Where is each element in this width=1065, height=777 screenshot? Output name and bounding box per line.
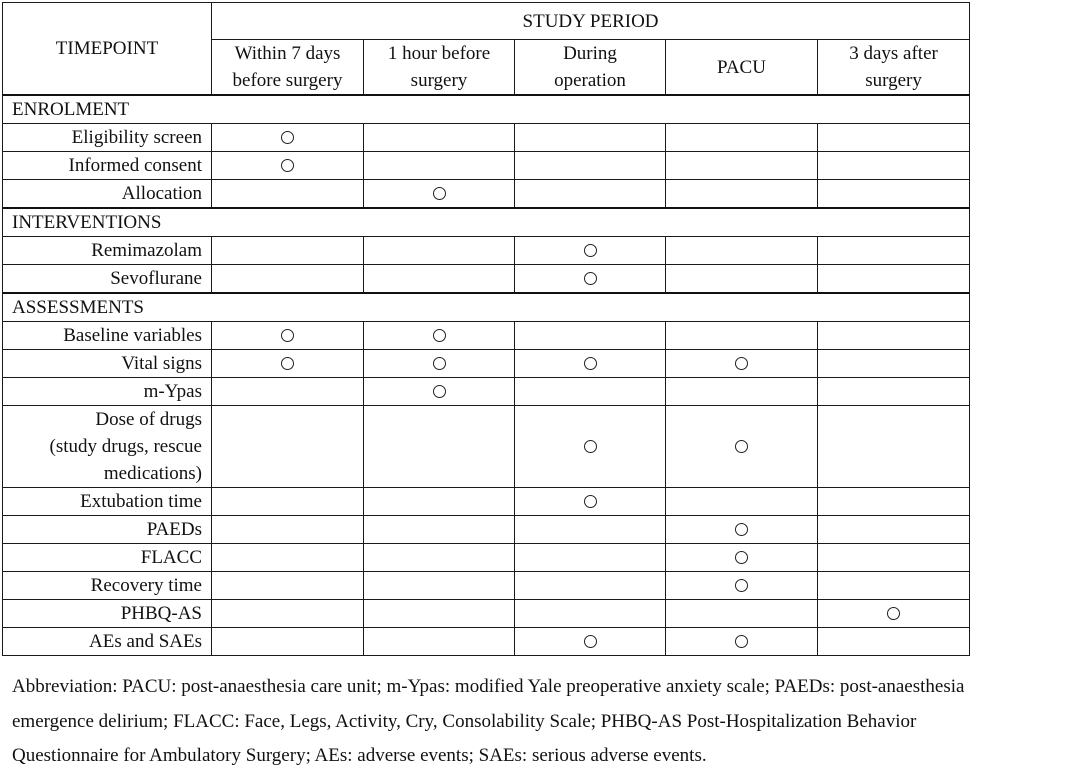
column-header <box>364 40 515 96</box>
schedule-cell <box>666 237 818 265</box>
row-label-text: Extubation time <box>80 491 202 512</box>
row-label-text: medications) <box>103 463 202 484</box>
circle-mark-icon <box>584 440 597 453</box>
table-row <box>3 152 970 180</box>
schedule-cell <box>818 350 970 378</box>
section-row <box>3 208 970 237</box>
schedule-cell <box>515 265 666 294</box>
column-header-text: Within 7 days <box>234 43 341 64</box>
section-title: INTERVENTIONS <box>3 208 970 237</box>
schedule-cell <box>818 572 970 600</box>
circle-mark-icon <box>281 329 294 342</box>
schedule-cell <box>364 152 515 180</box>
schedule-cell <box>515 378 666 406</box>
spirit-schedule-table <box>2 2 970 656</box>
row-label <box>3 378 212 406</box>
schedule-cell <box>212 544 364 572</box>
row-label-text: Vital signs <box>121 353 202 374</box>
column-header-text: before surgery <box>232 70 343 91</box>
schedule-cell <box>818 516 970 544</box>
schedule-cell <box>515 152 666 180</box>
schedule-cell <box>666 322 818 350</box>
circle-mark-icon <box>584 272 597 285</box>
schedule-cell <box>212 152 364 180</box>
circle-mark-icon <box>433 357 446 370</box>
table-row <box>3 180 970 209</box>
row-label-text: Baseline variables <box>63 325 202 346</box>
schedule-cell <box>515 406 666 488</box>
row-label <box>3 488 212 516</box>
schedule-cell <box>818 237 970 265</box>
schedule-cell <box>666 544 818 572</box>
column-header-text: PACU <box>717 56 766 78</box>
row-label-text: Informed consent <box>68 155 202 176</box>
row-label <box>3 406 212 488</box>
table-row <box>3 322 970 350</box>
schedule-cell <box>818 488 970 516</box>
schedule-cell <box>212 378 364 406</box>
schedule-cell <box>818 124 970 152</box>
schedule-cell <box>666 488 818 516</box>
schedule-cell <box>515 350 666 378</box>
schedule-cell <box>212 600 364 628</box>
schedule-cell <box>818 600 970 628</box>
schedule-cell <box>212 406 364 488</box>
row-label-text: m-Ypas <box>143 381 202 402</box>
column-header-text: surgery <box>410 70 468 91</box>
circle-mark-icon <box>735 635 748 648</box>
schedule-cell <box>364 265 515 294</box>
section-title: ASSESSMENTS <box>3 293 970 322</box>
schedule-cell <box>818 180 970 209</box>
row-label-text: Remimazolam <box>91 240 202 261</box>
row-label-text: PAEDs <box>146 519 202 540</box>
circle-mark-icon <box>433 187 446 200</box>
table-row <box>3 406 970 488</box>
schedule-cell <box>818 406 970 488</box>
footnote-line: Abbreviation: PACU: post-anaesthesia care unit; m-Ypas: modified Yale preoperative anxiety scale; PAEDs: post-anaesthesia <box>12 676 965 697</box>
table-row <box>3 124 970 152</box>
row-label-text: Recovery time <box>90 575 202 596</box>
row-label <box>3 572 212 600</box>
timepoint-header: TIMEPOINT <box>3 3 212 96</box>
circle-mark-icon <box>433 385 446 398</box>
table-row <box>3 628 970 656</box>
schedule-cell <box>212 516 364 544</box>
column-header-text: operation <box>554 70 626 91</box>
schedule-cell <box>818 322 970 350</box>
column-header-text: surgery <box>865 70 922 91</box>
schedule-cell <box>666 516 818 544</box>
row-label <box>3 265 212 294</box>
schedule-cell <box>364 516 515 544</box>
schedule-cell <box>818 628 970 656</box>
footnote-line: emergence delirium; FLACC: Face, Legs, Activity, Cry, Consolability Scale; PHBQ-AS Post-Hospitalization Behavior <box>12 710 917 732</box>
column-header-text: 1 hour before <box>387 43 491 64</box>
circle-mark-icon <box>735 440 748 453</box>
table-row <box>3 600 970 628</box>
schedule-cell <box>515 628 666 656</box>
circle-mark-icon <box>433 329 446 342</box>
section-row <box>3 293 970 322</box>
column-header <box>212 40 364 96</box>
schedule-cell <box>666 265 818 294</box>
schedule-cell <box>666 378 818 406</box>
table-row <box>3 516 970 544</box>
column-header <box>515 40 666 96</box>
row-label <box>3 600 212 628</box>
schedule-cell <box>515 600 666 628</box>
row-label <box>3 544 212 572</box>
circle-mark-icon <box>281 159 294 172</box>
schedule-cell <box>364 180 515 209</box>
schedule-cell <box>364 124 515 152</box>
table-row <box>3 350 970 378</box>
table-row <box>3 488 970 516</box>
column-header-text: 3 days after <box>849 43 938 64</box>
schedule-cell <box>515 572 666 600</box>
row-label-text: (study drugs, rescue <box>49 436 202 457</box>
schedule-cell <box>212 322 364 350</box>
schedule-cell <box>515 237 666 265</box>
footnote-line: Questionnaire for Ambulatory Surgery; AEs: adverse events; SAEs: serious adverse events. <box>12 745 707 766</box>
schedule-cell <box>212 628 364 656</box>
schedule-cell <box>212 124 364 152</box>
schedule-cell <box>212 180 364 209</box>
section-row <box>3 95 970 124</box>
schedule-cell <box>666 628 818 656</box>
schedule-cell <box>666 406 818 488</box>
section-title: ENROLMENT <box>3 95 970 124</box>
schedule-cell <box>515 516 666 544</box>
schedule-cell <box>212 572 364 600</box>
schedule-cell <box>818 152 970 180</box>
schedule-cell <box>515 124 666 152</box>
column-header-text: During <box>563 43 617 64</box>
circle-mark-icon <box>584 244 597 257</box>
schedule-cell <box>515 544 666 572</box>
schedule-cell <box>515 180 666 209</box>
header-row-study-period <box>3 3 970 40</box>
schedule-cell <box>515 322 666 350</box>
circle-mark-icon <box>584 495 597 508</box>
circle-mark-icon <box>584 635 597 648</box>
circle-mark-icon <box>735 357 748 370</box>
schedule-cell <box>212 350 364 378</box>
schedule-cell <box>666 600 818 628</box>
schedule-cell <box>364 350 515 378</box>
schedule-cell <box>364 544 515 572</box>
row-label <box>3 237 212 265</box>
column-header <box>818 40 970 96</box>
schedule-cell <box>666 180 818 209</box>
study-period-header: STUDY PERIOD <box>212 3 970 40</box>
circle-mark-icon <box>735 551 748 564</box>
row-label-text: PHBQ-AS <box>120 603 202 624</box>
schedule-cell <box>818 544 970 572</box>
schedule-cell <box>364 378 515 406</box>
table-row <box>3 572 970 600</box>
schedule-cell <box>364 572 515 600</box>
table-row <box>3 544 970 572</box>
schedule-cell <box>666 572 818 600</box>
row-label <box>3 628 212 656</box>
schedule-cell <box>364 322 515 350</box>
row-label-text: Eligibility screen <box>71 127 202 148</box>
schedule-cell <box>818 265 970 294</box>
circle-mark-icon <box>735 523 748 536</box>
row-label <box>3 180 212 209</box>
schedule-cell <box>364 237 515 265</box>
row-label <box>3 516 212 544</box>
column-header <box>666 40 818 96</box>
row-label <box>3 350 212 378</box>
circle-mark-icon <box>281 131 294 144</box>
table-row <box>3 237 970 265</box>
row-label <box>3 152 212 180</box>
row-label-text: AEs and SAEs <box>89 631 202 652</box>
schedule-cell <box>666 124 818 152</box>
circle-mark-icon <box>584 357 597 370</box>
schedule-cell <box>212 237 364 265</box>
schedule-cell <box>515 488 666 516</box>
schedule-cell <box>364 600 515 628</box>
row-label-text: Allocation <box>121 183 202 204</box>
table-row <box>3 265 970 294</box>
schedule-cell <box>818 378 970 406</box>
schedule-cell <box>212 488 364 516</box>
schedule-cell <box>212 265 364 294</box>
schedule-cell <box>666 152 818 180</box>
circle-mark-icon <box>281 357 294 370</box>
row-label <box>3 124 212 152</box>
row-label-text: FLACC <box>140 547 202 568</box>
row-label <box>3 322 212 350</box>
row-label-text: Dose of drugs <box>95 409 202 430</box>
schedule-cell <box>364 406 515 488</box>
schedule-cell <box>364 488 515 516</box>
table-row <box>3 378 970 406</box>
schedule-cell <box>364 628 515 656</box>
schedule-cell <box>666 350 818 378</box>
footnote <box>12 670 1064 774</box>
circle-mark-icon <box>887 607 900 620</box>
circle-mark-icon <box>735 579 748 592</box>
row-label-text: Sevoflurane <box>110 268 202 289</box>
